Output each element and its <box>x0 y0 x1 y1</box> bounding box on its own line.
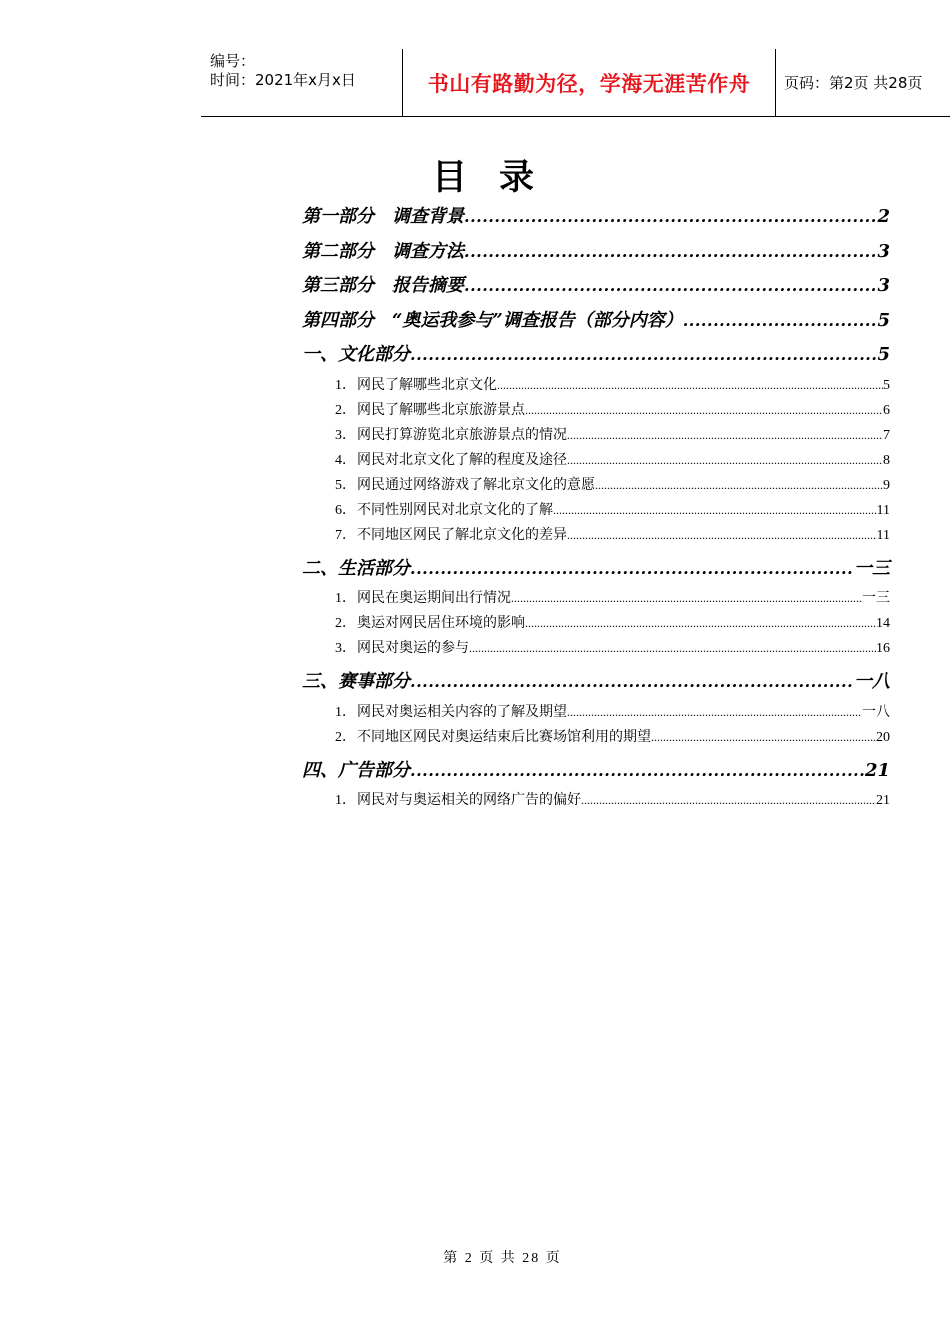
toc-page: 9 <box>883 477 890 493</box>
toc-num: 2． <box>335 729 356 745</box>
toc-label: 第三部分 报告摘要 <box>302 275 464 296</box>
toc-num: 1． <box>335 591 356 606</box>
toc-subentry[interactable] <box>302 398 890 423</box>
header-meta <box>201 49 403 116</box>
toc-leader <box>595 473 883 498</box>
toc-leader <box>525 611 876 636</box>
toc-label: 网民了解哪些北京文化 <box>357 377 497 393</box>
toc-num: 3． <box>335 427 356 443</box>
toc-leader <box>567 448 883 473</box>
toc-label: 不同地区网民了解北京文化的差异 <box>357 527 567 543</box>
toc-entry-sec2[interactable] <box>302 552 890 587</box>
toc-num: 7． <box>335 527 356 543</box>
toc-page: 5 <box>877 344 890 365</box>
toc-subentry[interactable] <box>302 423 890 448</box>
toc-leader <box>567 523 877 548</box>
toc-leader <box>651 725 876 750</box>
toc-page: 7 <box>883 427 890 443</box>
toc-leader <box>525 398 883 423</box>
header-page-info: 页码：第2页 共28页 <box>784 74 923 92</box>
toc-leader <box>567 700 862 725</box>
toc-leader <box>553 498 877 523</box>
toc-subentry[interactable] <box>302 498 890 523</box>
toc-entry-part1[interactable] <box>302 200 890 235</box>
toc-label: 不同性别网民对北京文化的了解 <box>357 502 553 518</box>
toc-label: 第一部分 调查背景 <box>302 206 464 227</box>
toc-label: 二、生活部分 <box>302 557 410 579</box>
toc-label: 不同地区网民对奥运结束后比赛场馆利用的期望 <box>357 729 651 745</box>
toc-subentry[interactable] <box>302 611 890 636</box>
toc-page: 16 <box>876 641 890 656</box>
toc-page: 14 <box>876 616 890 631</box>
toc-leader <box>410 552 854 587</box>
toc-label: 四、广告部分 <box>302 759 410 781</box>
time-label: 时间：2021年x月x日 <box>210 71 356 89</box>
toc-page: 21 <box>864 759 890 781</box>
code-label: 编号： <box>210 52 256 70</box>
toc-page: 8 <box>883 452 890 468</box>
toc-label: 奥运对网民居住环境的影响 <box>357 616 525 631</box>
toc-leader <box>683 304 878 339</box>
toc-page: 一八 <box>862 704 890 720</box>
toc-leader <box>469 636 876 661</box>
toc-page: 5 <box>883 377 890 393</box>
toc-subentry[interactable] <box>302 586 890 611</box>
toc-page: 3 <box>877 240 890 262</box>
toc-subentry[interactable] <box>302 725 890 750</box>
toc-subentry[interactable] <box>302 373 890 398</box>
toc-leader <box>567 423 883 448</box>
toc-entry-part2[interactable] <box>302 235 890 270</box>
toc-entry-part4[interactable] <box>302 304 890 339</box>
toc-label: 网民对奥运的参与 <box>357 641 469 656</box>
toc-leader <box>410 338 877 373</box>
toc-entry-sec3[interactable] <box>302 665 890 700</box>
toc-leader <box>464 200 877 235</box>
toc-leader <box>410 754 865 789</box>
toc-page: 5 <box>877 309 890 331</box>
toc-subentry[interactable] <box>302 448 890 473</box>
toc-label: 网民了解哪些北京旅游景点 <box>357 402 525 418</box>
toc-num: 3． <box>335 641 356 656</box>
toc-label: 网民对与奥运相关的网络广告的偏好 <box>357 793 581 808</box>
toc-label: 三、赛事部分 <box>302 671 410 692</box>
motto-text: 书山有路勤为径，学海无涯苦作舟 <box>427 71 751 96</box>
page-header <box>201 49 950 117</box>
toc-leader <box>464 269 877 304</box>
toc-label: 一、文化部分 <box>302 344 410 365</box>
toc-num: 6． <box>335 502 356 518</box>
toc-entry-sec4[interactable] <box>302 754 890 789</box>
toc-num: 4． <box>335 452 356 468</box>
toc-leader <box>511 586 862 611</box>
toc-num: 1． <box>335 377 356 393</box>
toc-leader <box>464 235 877 270</box>
toc-leader <box>410 665 854 700</box>
toc-entry-part3[interactable] <box>302 269 890 304</box>
toc-subentry[interactable] <box>302 523 890 548</box>
toc-page: 2 <box>877 206 890 227</box>
toc-page: 11 <box>876 527 890 543</box>
toc-subentry[interactable] <box>302 788 890 813</box>
toc-num: 1． <box>335 793 356 808</box>
toc-page: 一三 <box>854 557 890 579</box>
toc-label: 第二部分 调查方法 <box>302 240 464 262</box>
page-footer: 第 2 页 共 28 页 <box>443 1251 562 1266</box>
toc-page: 11 <box>876 502 890 518</box>
toc-label: 第四部分 “奥运我参与”调查报告（部分内容） <box>302 309 683 331</box>
toc-subentry[interactable] <box>302 700 890 725</box>
toc-page: 20 <box>876 729 890 745</box>
toc-page: 3 <box>877 275 890 296</box>
toc-page: 一三 <box>862 591 890 606</box>
toc-num: 5． <box>335 477 356 493</box>
toc-page: 21 <box>876 793 890 808</box>
page-title: 目录 <box>431 158 566 198</box>
toc-entry-sec1[interactable] <box>302 338 890 373</box>
toc-label: 网民打算游览北京旅游景点的情况 <box>357 427 567 443</box>
toc-leader <box>497 373 883 398</box>
toc-label: 网民在奥运期间出行情况 <box>357 591 511 606</box>
toc-subentry[interactable] <box>302 473 890 498</box>
toc-label: 网民通过网络游戏了解北京文化的意愿 <box>357 477 595 493</box>
toc-num: 1． <box>335 704 356 720</box>
toc-label: 网民对奥运相关内容的了解及期望 <box>357 704 567 720</box>
header-motto-cell <box>403 49 776 116</box>
table-of-contents <box>302 200 890 813</box>
toc-page: 一八 <box>854 671 890 692</box>
toc-label: 网民对北京文化了解的程度及途径 <box>357 452 567 468</box>
toc-subentry[interactable] <box>302 636 890 661</box>
toc-num: 2． <box>335 616 356 631</box>
toc-leader <box>581 788 876 813</box>
toc-num: 2． <box>335 402 356 418</box>
toc-page: 6 <box>883 402 890 418</box>
